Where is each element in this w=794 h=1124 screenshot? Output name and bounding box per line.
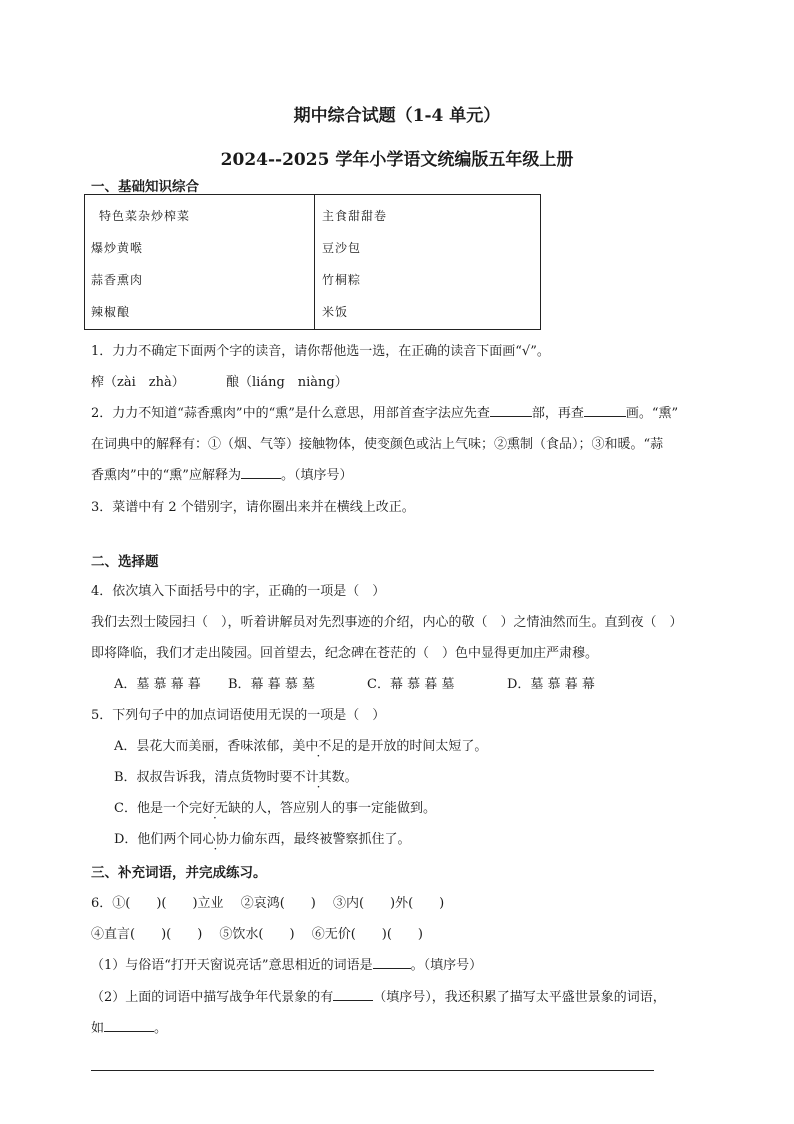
menu-item: 米饭 [322, 305, 349, 319]
menu-item: 竹桐粽 [322, 273, 362, 287]
question-6-sub-2-cont: 如 。 [91, 1021, 168, 1036]
dotted-word: 美中不足 [292, 739, 345, 754]
option-c[interactable]: C．幕 慕 暮 墓 [367, 677, 455, 692]
answer-blank[interactable] [333, 988, 373, 1001]
question-2-line-2: 在词典中的解释有：①（烟、气等）接触物体，使变颜色或沾上气味；②熏制（食品）；③和暖。“蒜 [91, 437, 664, 452]
answer-blank[interactable] [373, 956, 411, 969]
page-title: 期中综合试题（1-4 单元） [293, 106, 501, 126]
question-5-option-a[interactable]: A．昙花大而美丽，香味浓郁，美中不足的是开放的时间太短了。 [114, 739, 488, 754]
question-2-line-1: 2．力力不知道“蒜香熏肉”中的“熏”是什么意思，用部首查字法应先查 部，再查 画。“熏” [91, 406, 679, 421]
question-4: 4．依次填入下面括号中的字，正确的一项是（ ） [91, 584, 386, 599]
answer-blank[interactable] [241, 466, 281, 479]
question-5-option-b[interactable]: B．叔叔告诉我，清点货物时要不计其数。 [114, 770, 358, 785]
answer-blank[interactable] [104, 1019, 154, 1032]
question-1-pinyin-a: 榨（zài zhà） [91, 375, 185, 390]
question-5: 5．下列句子中的加点词语使用无误的一项是（ ） [91, 708, 386, 723]
menu-item: 特色菜杂炒榨菜 [99, 209, 191, 223]
question-5-option-d[interactable]: D．他们两个同心协力偷东西，最终被警察抓住了。 [114, 832, 411, 847]
answer-line[interactable] [91, 1070, 654, 1071]
menu-item: 蒜香熏肉 [91, 273, 144, 287]
question-5-option-c[interactable]: C．他是一个完好无缺的人，答应别人的事一定能做到。 [114, 801, 436, 816]
table-divider [314, 195, 315, 329]
option-d[interactable]: D．墓 慕 暮 幕 [507, 677, 595, 692]
question-3: 3．菜谱中有 2 个错别字，请你圈出来并在横线上改正。 [91, 500, 415, 515]
option-a[interactable]: A．墓 慕 幕 暮 [114, 677, 201, 692]
question-6-line-1: 6．①( )( )立业 ②哀鸿( ) ③内( )外( ) [91, 896, 445, 911]
question-6-sub-2: （2）上面的词语中描写战争年代景象的有 （填序号），我还积累了描写太平盛世景象的词语， [91, 990, 666, 1005]
section-2-heading: 二、选择题 [91, 554, 159, 570]
menu-table [84, 194, 541, 330]
section-1-heading: 一、基础知识综合 [91, 179, 199, 195]
menu-item: 豆沙包 [322, 241, 362, 255]
question-4-passage-2: 即将降临，我们才走出陵园。回首望去，纪念碑在苍茫的（ ）色中显得更加庄严肃穆。 [91, 646, 599, 661]
menu-item: 爆炒黄喉 [91, 241, 144, 255]
answer-blank[interactable] [584, 404, 626, 417]
page-subtitle: 2024--2025 学年小学语文统编版五年级上册 [220, 150, 574, 170]
question-6-sub-1: （1）与俗语“打开天窗说亮话”意思相近的词语是 。（填序号） [91, 958, 483, 973]
option-b[interactable]: B．幕 暮 慕 墓 [228, 677, 315, 692]
menu-item: 辣椒酿 [91, 305, 131, 319]
question-2-line-3: 香熏肉”中的“熏”应解释为 。（填序号） [91, 468, 353, 483]
question-1-pinyin-b: 酿（liáng niàng） [226, 375, 348, 390]
dotted-word: 完好无缺 [188, 801, 241, 816]
answer-blank[interactable] [490, 404, 532, 417]
menu-item: 主食甜甜卷 [322, 209, 388, 223]
dotted-word: 不计其数 [292, 770, 345, 785]
question-1: 1．力力不确定下面两个字的读音，请你帮他选一选，在正确的读音下面画“√”。 [91, 344, 550, 359]
question-6-line-2: ④直言( )( ) ⑤饮水( ) ⑥无价( )( ) [91, 927, 423, 942]
section-3-heading: 三、补充词语，并完成练习。 [91, 865, 267, 881]
dotted-word: 同心协力 [189, 832, 242, 847]
question-4-passage-1: 我们去烈士陵园扫（ ），听着讲解员对先烈事迹的介绍，内心的敬（ ）之情油然而生。直到夜（ ） [91, 615, 683, 630]
